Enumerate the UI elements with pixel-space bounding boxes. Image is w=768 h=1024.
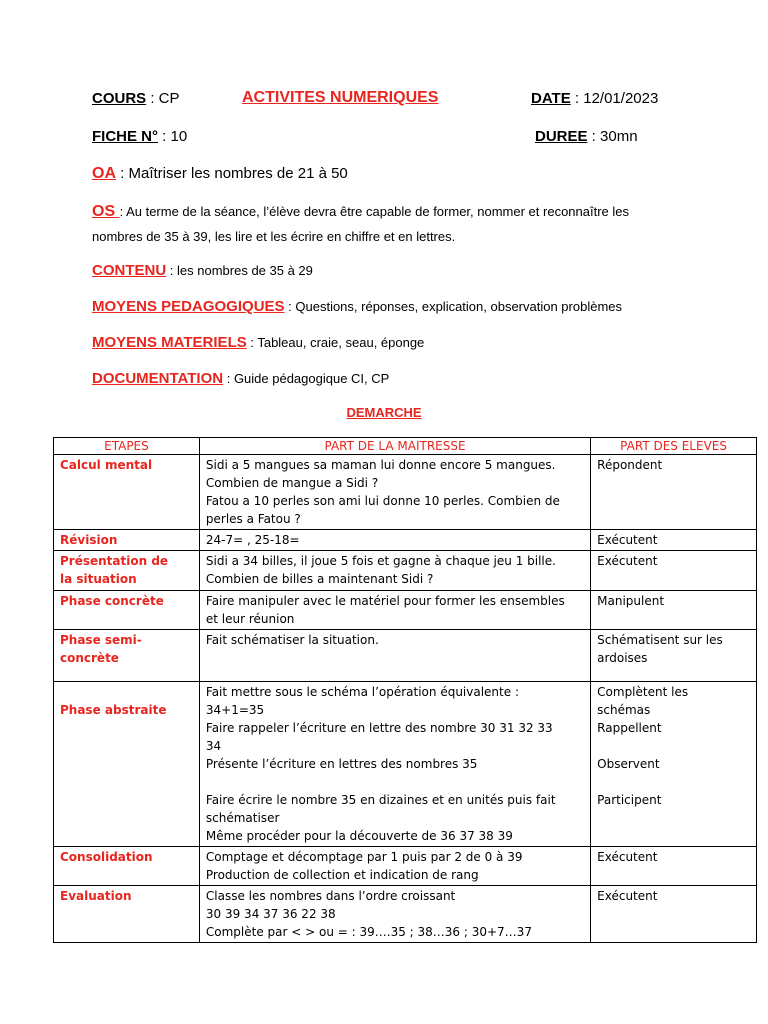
table-row [54, 455, 757, 530]
cell-line: Observent [597, 757, 660, 771]
os-text-1: : Au terme de la séance, l’élève devra être capable de former, nommer et reconnaître les [119, 204, 629, 219]
cell-line: Phase concrète [60, 594, 164, 608]
maitresse-cell [199, 530, 590, 551]
eleves-cell [591, 551, 757, 591]
moyens-pedagogiques-label: MOYENS PEDAGOGIQUES [92, 298, 285, 315]
header-part-maitresse: PART DE LA MAITRESSE [199, 438, 590, 455]
duree-value: : 30mn [587, 128, 638, 145]
cell-line: Calcul mental [60, 458, 153, 472]
fiche-line [92, 128, 187, 145]
maitresse-cell [199, 682, 590, 847]
cell-line: Complètent les [597, 685, 689, 699]
os-text-2: nombres de 35 à 39, les lire et les écrire en chiffre et en lettres. [92, 229, 456, 244]
maitresse-cell [199, 630, 590, 682]
maitresse-cell [199, 847, 590, 886]
eleves-cell [591, 530, 757, 551]
cours-label: COURS [92, 90, 147, 107]
page-title: ACTIVITES NUMERIQUES [242, 89, 439, 106]
table-row [54, 847, 757, 886]
cell-line: Exécutent [597, 533, 658, 547]
moyens-pedagogiques-line [92, 298, 622, 316]
cours-value: : CP [146, 90, 180, 107]
cell-line: Phase semi- [60, 633, 142, 647]
demarche-title: DEMARCHE [346, 405, 422, 420]
cell-line: Sidi a 5 mangues sa maman lui donne encore 5 mangues. [205, 458, 556, 472]
eleves-cell [591, 886, 757, 943]
etape-cell [54, 591, 200, 630]
cell-line: Phase abstraite [60, 703, 167, 717]
cell-line: Sidi a 34 billes, il joue 5 fois et gagne à chaque jeu 1 bille. [205, 554, 556, 568]
cell-line: Combien de billes a maintenant Sidi ? [205, 572, 434, 586]
cell-line: Exécutent [597, 889, 658, 903]
etape-cell [54, 847, 200, 886]
cell-line: Schématisent sur les [597, 633, 723, 647]
cell-line [597, 737, 751, 755]
moyens-pedagogiques-text: : Questions, réponses, explication, observation problèmes [284, 299, 623, 314]
cell-line: concrète [60, 651, 119, 665]
fiche-value: : 10 [158, 128, 188, 145]
cell-line: Rappellent [597, 721, 662, 735]
os-label: OS [92, 203, 120, 220]
cell-line: Présente l’écriture en lettres des nombres 35 [205, 757, 478, 771]
duree-label: DUREE [535, 128, 588, 145]
table-row [54, 551, 757, 591]
cell-line: 24-7= , 25-18= [205, 533, 300, 547]
cell-line: Fait schématiser la situation. [205, 633, 379, 647]
cell-line: Combien de mangue a Sidi ? [205, 476, 379, 490]
cell-line [597, 773, 751, 791]
cell-line: Exécutent [597, 850, 658, 864]
cell-line: Participent [597, 793, 662, 807]
cell-line: Faire écrire le nombre 35 en dizaines et en unités puis fait [205, 793, 556, 807]
cours-line [92, 90, 180, 107]
etape-cell [54, 455, 200, 530]
cell-line: Exécutent [597, 554, 658, 568]
oa-line [92, 165, 348, 183]
table-header-row [54, 438, 757, 455]
duree-line [535, 128, 638, 145]
eleves-cell [591, 630, 757, 682]
eleves-cell [591, 455, 757, 530]
moyens-materiels-text: : Tableau, craie, seau, éponge [246, 335, 425, 350]
os-line-1 [92, 203, 629, 221]
cell-line: Même procéder pour la découverte de 36 37 38 39 [205, 829, 513, 843]
cell-line: Evaluation [60, 889, 132, 903]
date-line [531, 90, 658, 107]
cell-line: 30 39 34 37 36 22 38 [205, 907, 336, 921]
cell-line: schématiser [205, 811, 280, 825]
cell-line: Manipulent [597, 594, 665, 608]
maitresse-cell [199, 455, 590, 530]
etape-cell [54, 530, 200, 551]
contenu-line [92, 262, 313, 280]
cell-line: Présentation de [60, 554, 169, 568]
etape-cell [54, 630, 200, 682]
cell-line: schémas [597, 703, 651, 717]
table-row [54, 591, 757, 630]
table-row [54, 682, 757, 847]
contenu-label: CONTENU [92, 262, 167, 279]
table-row [54, 630, 757, 682]
table-row [54, 530, 757, 551]
cell-line: 34 [205, 739, 222, 753]
etape-cell [54, 886, 200, 943]
date-label: DATE [531, 90, 571, 107]
documentation-label: DOCUMENTATION [92, 370, 224, 387]
maitresse-cell [199, 886, 590, 943]
cell-line: Consolidation [60, 850, 153, 864]
cell-line: ardoises [597, 651, 648, 665]
fiche-label: FICHE N° [92, 128, 158, 145]
maitresse-cell [199, 591, 590, 630]
header-etapes: ETAPES [54, 438, 200, 455]
eleves-cell [591, 682, 757, 847]
maitresse-cell [199, 551, 590, 591]
documentation-line [92, 370, 389, 388]
moyens-materiels-label: MOYENS MATERIELS [92, 334, 247, 351]
cell-line: 34+1=35 [205, 703, 265, 717]
cell-line: Complète par < > ou = : 39….35 ; 38…36 ; 30+7…37 [205, 925, 532, 939]
cell-line: Fatou a 10 perles son ami lui donne 10 perles. Combien de [205, 494, 560, 508]
table-row [54, 886, 757, 943]
cell-line: Comptage et décomptage par 1 puis par 2 de 0 à 39 [205, 850, 523, 864]
cell-line: et leur réunion [205, 612, 295, 626]
cell-line: Répondent [597, 458, 663, 472]
cell-line [60, 683, 194, 701]
cell-line: Classe les nombres dans l’ordre croissant [205, 889, 456, 903]
header-part-eleves: PART DES ELEVES [591, 438, 757, 455]
etape-cell [54, 682, 200, 847]
date-value: : 12/01/2023 [570, 90, 659, 107]
cell-line [206, 773, 585, 791]
cell-line: perles a Fatou ? [205, 512, 301, 526]
eleves-cell [591, 847, 757, 886]
eleves-cell [591, 591, 757, 630]
demarche-table [53, 437, 757, 943]
oa-label: OA [92, 165, 116, 182]
etape-cell [54, 551, 200, 591]
table-body [54, 455, 757, 943]
cell-line: Faire manipuler avec le matériel pour former les ensembles [205, 594, 565, 608]
cell-line: Révision [60, 533, 118, 547]
cell-line: Fait mettre sous le schéma l’opération équivalente : [205, 685, 519, 699]
moyens-materiels-line [92, 334, 424, 352]
contenu-text: : les nombres de 35 à 29 [169, 263, 313, 278]
cell-line: la situation [60, 572, 137, 586]
oa-text: : Maîtriser les nombres de 21 à 50 [116, 165, 348, 182]
cell-line: Production de collection et indication de rang [205, 868, 479, 882]
cell-line: Faire rappeler l’écriture en lettre des nombre 30 31 32 33 [205, 721, 553, 735]
documentation-text: : Guide pédagogique CI, CP [223, 371, 390, 386]
